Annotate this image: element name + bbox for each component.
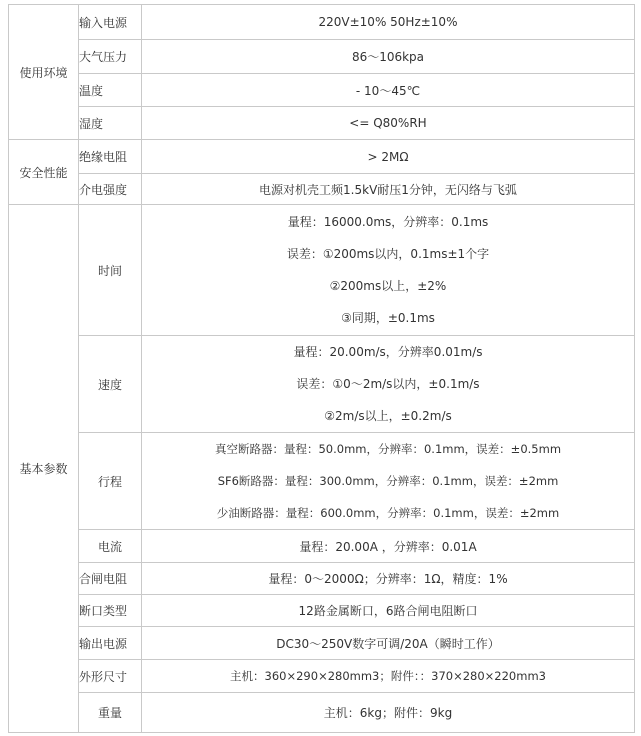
value-dielectric-strength: 电源对机壳工频1.5kV耐压1分钟，无闪络与飞弧 bbox=[142, 174, 635, 205]
travel-line-1: 真空断路器：量程：50.0mm，分辨率：0.1mm，误差：±0.5mm bbox=[214, 442, 562, 456]
table-row bbox=[9, 174, 635, 205]
value-travel bbox=[142, 433, 635, 530]
travel-line-3: 少油断路器：量程：600.0mm，分辨率：0.1mm，误差：±2mm bbox=[216, 506, 560, 520]
table-row bbox=[9, 595, 635, 627]
label-current: 电流 bbox=[79, 530, 142, 563]
value-air-pressure: 86～106kpa bbox=[142, 40, 635, 74]
label-temperature: 温度 bbox=[79, 74, 142, 107]
value-closing-resistance: 量程：0～2000Ω；分辨率：1Ω，精度：1% bbox=[142, 563, 635, 595]
category-environment: 使用环境 bbox=[9, 5, 79, 140]
value-current: 量程：20.00A ，分辨率：0.01A bbox=[142, 530, 635, 563]
table-row bbox=[9, 660, 635, 693]
table-row bbox=[9, 74, 635, 107]
label-break-type: 断口类型 bbox=[79, 595, 142, 627]
speed-line-1: 量程：20.00m/s，分辨率0.01m/s bbox=[293, 345, 483, 359]
spec-table bbox=[8, 4, 635, 733]
label-input-power: 输入电源 bbox=[79, 5, 142, 40]
time-line-2: 误差：①200ms以内，0.1ms±1个字 bbox=[286, 247, 490, 261]
label-dielectric-strength: 介电强度 bbox=[79, 174, 142, 205]
value-output-power: DC30～250V数字可调/20A（瞬时工作） bbox=[142, 627, 635, 660]
table-row bbox=[9, 530, 635, 563]
label-weight: 重量 bbox=[79, 693, 142, 733]
label-dimensions: 外形尺寸 bbox=[79, 660, 142, 693]
table-row bbox=[9, 205, 635, 336]
label-insulation-resistance: 绝缘电阻 bbox=[79, 140, 142, 174]
value-weight: 主机：6kg；附件：9kg bbox=[142, 693, 635, 733]
value-temperature: - 10～45℃ bbox=[142, 74, 635, 107]
table-row bbox=[9, 140, 635, 174]
table-row bbox=[9, 563, 635, 595]
speed-line-2: 误差：①0～2m/s以内，±0.1m/s bbox=[296, 377, 480, 391]
value-dimensions: 主机：360×290×280mm3；附件：：370×280×220mm3 bbox=[142, 660, 635, 693]
category-safety: 安全性能 bbox=[9, 140, 79, 205]
label-speed: 速度 bbox=[79, 336, 142, 433]
label-humidity: 湿度 bbox=[79, 107, 142, 140]
label-closing-resistance: 合闸电阻 bbox=[79, 563, 142, 595]
value-input-power: 220V±10% 50Hz±10% bbox=[142, 5, 635, 40]
label-air-pressure: 大气压力 bbox=[79, 40, 142, 74]
table-row bbox=[9, 107, 635, 140]
time-line-4: ③同期，±0.1ms bbox=[341, 311, 435, 325]
time-line-1: 量程：16000.0ms，分辨率：0.1ms bbox=[287, 215, 489, 229]
table-row bbox=[9, 336, 635, 433]
table-row bbox=[9, 627, 635, 660]
value-speed bbox=[142, 336, 635, 433]
time-line-3: ②200ms以上，±2% bbox=[329, 279, 447, 293]
label-time: 时间 bbox=[79, 205, 142, 336]
category-basic-params: 基本参数 bbox=[9, 205, 79, 733]
value-break-type: 12路金属断口，6路合闸电阻断口 bbox=[142, 595, 635, 627]
value-humidity: <= Q80%RH bbox=[142, 107, 635, 140]
label-output-power: 输出电源 bbox=[79, 627, 142, 660]
value-time bbox=[142, 205, 635, 336]
table-row bbox=[9, 40, 635, 74]
value-insulation-resistance: > 2MΩ bbox=[142, 140, 635, 174]
table-row bbox=[9, 433, 635, 530]
label-travel: 行程 bbox=[79, 433, 142, 530]
travel-line-2: SF6断路器：量程：300.0mm，分辨率：0.1mm，误差：±2mm bbox=[217, 474, 559, 488]
table-row bbox=[9, 693, 635, 733]
speed-line-3: ②2m/s以上，±0.2m/s bbox=[324, 409, 452, 423]
table-row bbox=[9, 5, 635, 40]
